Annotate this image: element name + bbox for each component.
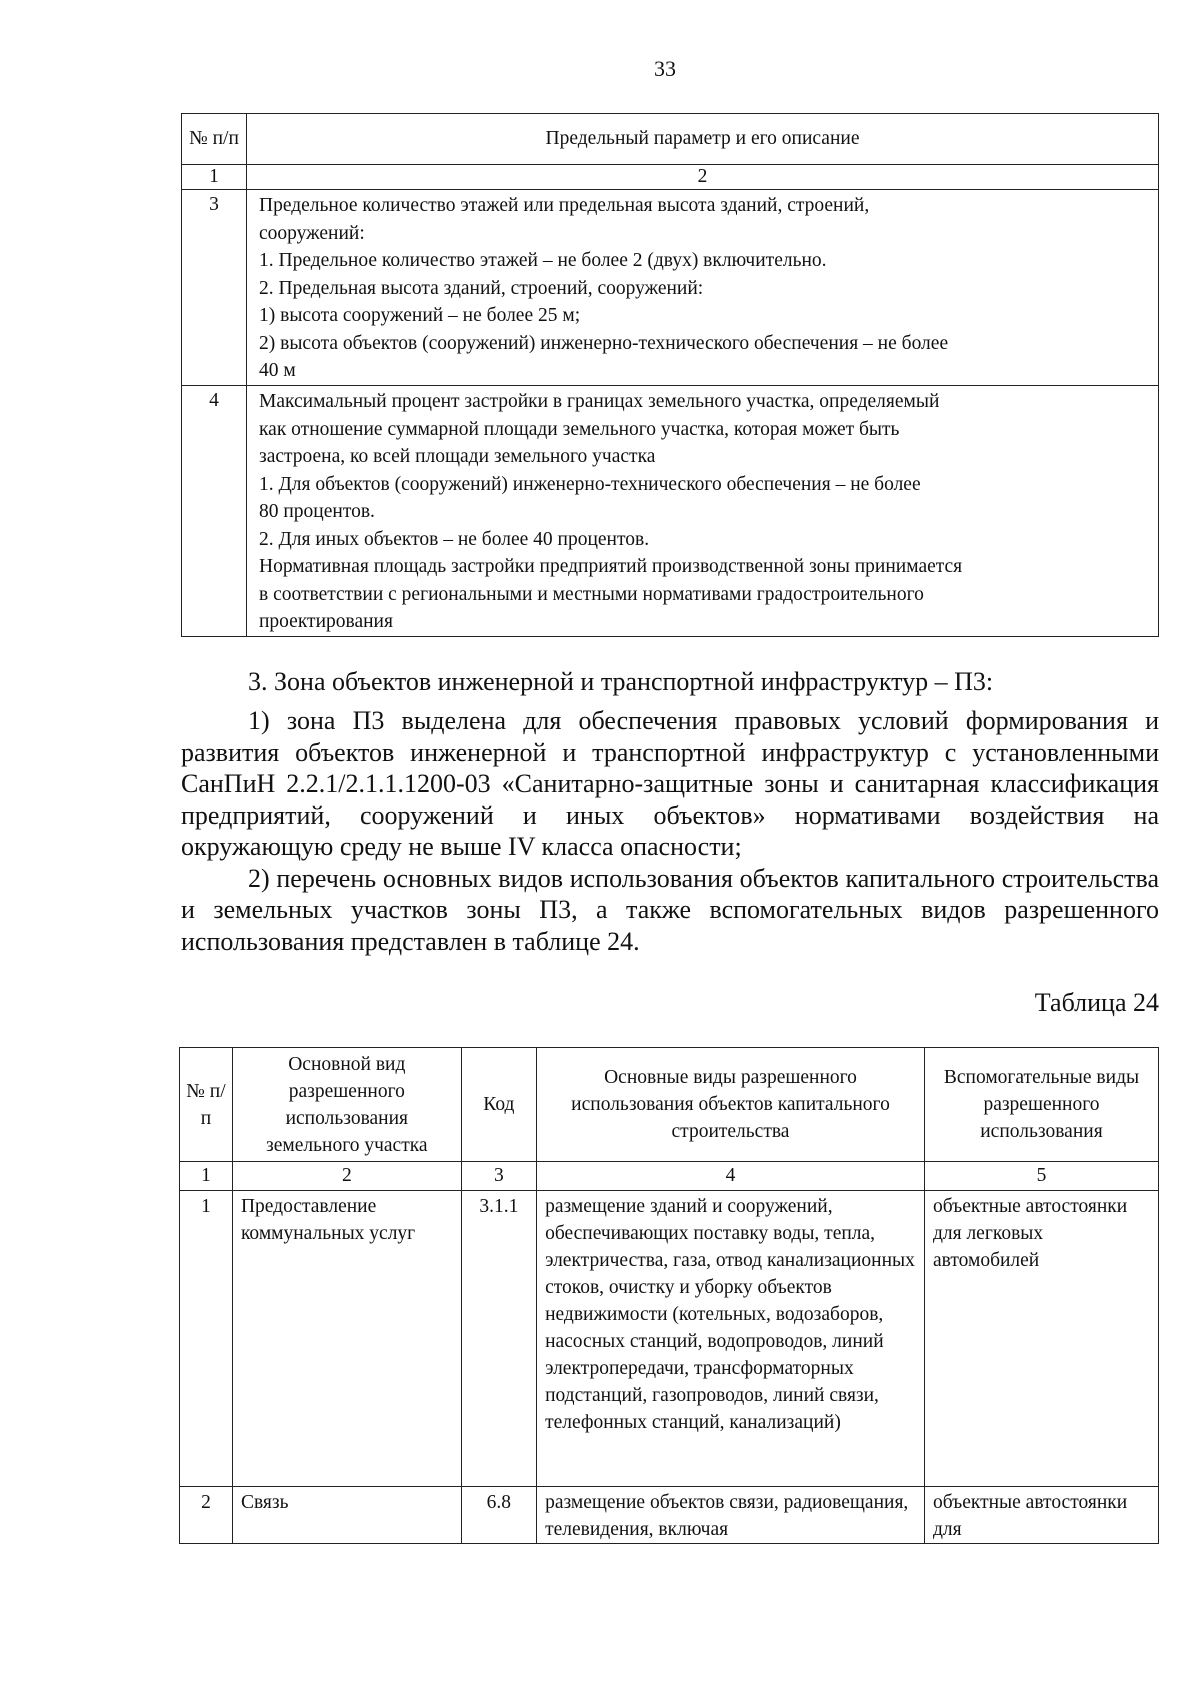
- description-line: 1. Для объектов (сооружений) инженерно-технического обеспечения – не более: [259, 473, 921, 495]
- row-number: 3: [182, 190, 247, 386]
- description-line: застроена, ко всей площади земельного участка: [259, 446, 656, 467]
- auxiliary-use: объектные автостоянки для легковых автомобилей: [924, 1191, 1158, 1487]
- land-use-code: 3.1.1: [461, 1191, 536, 1487]
- table-label: Таблица 24: [1034, 988, 1159, 1017]
- header-auxiliary-use: Вспомогательные виды разрешенного использования: [924, 1048, 1158, 1162]
- description-line: 1. Предельное количество этажей – не более 2 (двух) включительно.: [259, 250, 827, 271]
- land-use-type: Предоставление коммунальных услуг: [232, 1191, 461, 1487]
- row-number: 1: [180, 1191, 233, 1487]
- main-use-description: размещение объектов связи, радиовещания, телевидения, включая: [537, 1487, 925, 1544]
- header-num: № п/п: [182, 114, 247, 165]
- table-header-row: [180, 1048, 1159, 1162]
- table-row: [182, 386, 1159, 637]
- table-header-row: [182, 114, 1159, 165]
- description-line: Нормативная площадь застройки предприятий производственной зоны принимается: [259, 556, 963, 577]
- column-number: 2: [247, 165, 1159, 190]
- column-number: 5: [924, 1162, 1158, 1191]
- land-use-code: 6.8: [461, 1487, 536, 1544]
- header-main-land-use: Основной вид разрешенного использования земельного участка: [232, 1048, 461, 1162]
- description-line: 80 процентов.: [259, 501, 375, 522]
- column-number: 1: [182, 165, 247, 190]
- row-description: [247, 190, 1159, 386]
- description-line: проектирования: [259, 611, 393, 632]
- description-line: Максимальный процент застройки в границах земельного участка, определяемый: [259, 391, 940, 412]
- column-number-row: [180, 1162, 1159, 1191]
- row-description: [247, 386, 1159, 637]
- auxiliary-use: объектные автостоянки для: [924, 1487, 1158, 1544]
- column-number-row: [182, 165, 1159, 190]
- table-row: [180, 1487, 1159, 1544]
- land-use-table: [179, 1047, 1159, 1544]
- description-line: как отношение суммарной площади земельного участка, которая может быть: [259, 418, 900, 440]
- column-number: 3: [461, 1162, 536, 1191]
- description-line: сооружений:: [259, 222, 365, 244]
- description-line: в соответствии с региональными и местными нормативами градостроительного: [259, 583, 924, 605]
- description-line: 1) высота сооружений – не более 25 м;: [259, 305, 581, 326]
- page-number: 33: [654, 56, 676, 81]
- column-number: 4: [537, 1162, 925, 1191]
- paragraph: 1) зона П3 выделена для обеспечения правовых условий формирования и развития объектов инженерной и транспортной инфраструктур с установленными СанПиН 2.2.1/2.1.1.1200-03 «Санитарно-защитные зоны и санитарная классификация предприятий, сооружений и иных объектов» нормативами воздействия на окружающую среду не выше IV класса опасности;: [181, 706, 1159, 861]
- description-line: 2) высота объектов (сооружений) инженерно-технического обеспечения – не более: [259, 332, 949, 354]
- parameters-table: [181, 113, 1159, 637]
- main-use-description: размещение зданий и сооружений, обеспечивающих поставку воды, тепла, электричества, газа, отвод канализационных стоков, очистку и уборку объектов недвижимости (котельных, водозаборов, насосных станций, водопроводов, линий электропередачи, трансформаторных подстанций, газопроводов, линий связи, телефонных станций, канализаций): [537, 1191, 925, 1487]
- section-heading: 3. Зона объектов инженерной и транспортной инфраструктур – П3:: [248, 667, 994, 696]
- column-number: 2: [232, 1162, 461, 1191]
- paragraph: 2) перечень основных видов использования объектов капитального строительства и земельных участков зоны П3, а также вспомогательных видов разрешенного использования представлен в таблице 24.: [181, 863, 1159, 956]
- header-num: № п/п: [180, 1048, 233, 1162]
- description-line: Предельное количество этажей или предельная высота зданий, строений,: [259, 195, 870, 216]
- header-main-building-use: Основные виды разрешенного использования объектов капитального строительства: [537, 1048, 925, 1162]
- section-body: [181, 705, 1159, 957]
- land-use-type: Связь: [232, 1487, 461, 1544]
- header-param: Предельный параметр и его описание: [247, 114, 1159, 165]
- description-line: 2. Для иных объектов – не более 40 процентов.: [259, 528, 650, 550]
- description-line: 2. Предельная высота зданий, строений, сооружений:: [259, 277, 704, 299]
- row-number: 4: [182, 386, 247, 637]
- table-row: [180, 1191, 1159, 1487]
- description-line: 40 м: [259, 360, 296, 381]
- table-row: [182, 190, 1159, 386]
- column-number: 1: [180, 1162, 233, 1191]
- header-code: Код: [461, 1048, 536, 1162]
- row-number: 2: [180, 1487, 233, 1544]
